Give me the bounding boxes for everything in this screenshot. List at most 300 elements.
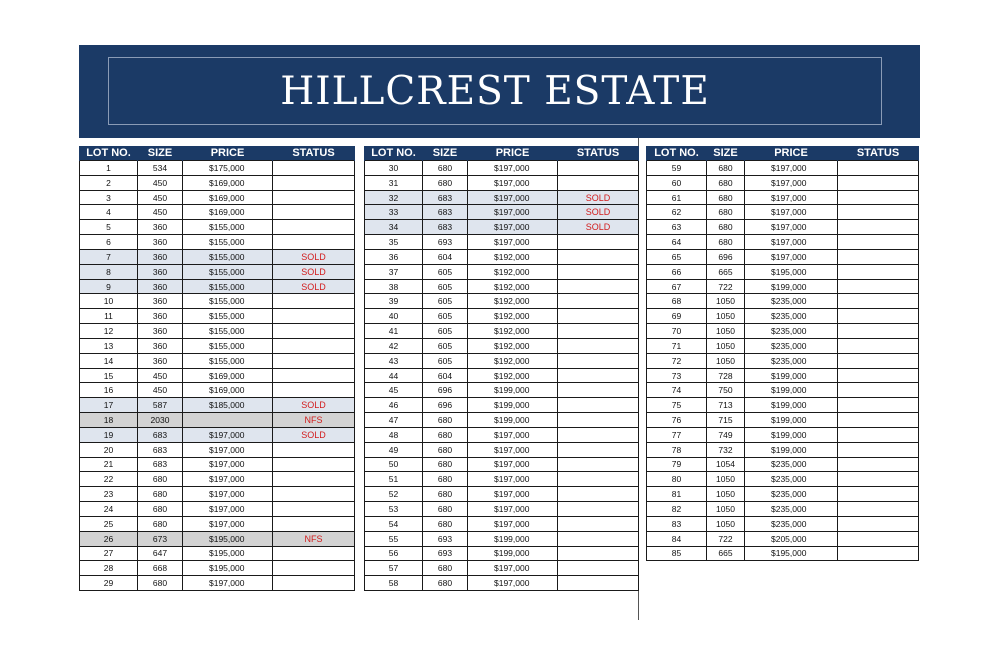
lot-no-cell: 9 xyxy=(80,279,138,294)
table-row xyxy=(80,502,355,517)
size-cell: 605 xyxy=(423,324,468,339)
status-cell xyxy=(558,368,639,383)
size-cell: 1050 xyxy=(707,502,745,517)
lot-no-cell: 38 xyxy=(365,279,423,294)
size-cell: 360 xyxy=(138,309,183,324)
status-cell xyxy=(838,531,919,546)
size-cell: 673 xyxy=(138,531,183,546)
size-cell: 2030 xyxy=(138,413,183,428)
price-cell: $155,000 xyxy=(183,338,273,353)
status-cell xyxy=(273,576,355,591)
table-row xyxy=(365,294,639,309)
lot-no-cell: 63 xyxy=(647,220,707,235)
status-cell xyxy=(558,294,639,309)
price-cell: $169,000 xyxy=(183,368,273,383)
size-cell: 360 xyxy=(138,249,183,264)
size-cell: 680 xyxy=(423,457,468,472)
status-cell xyxy=(838,175,919,190)
header-size: SIZE xyxy=(423,146,468,161)
status-cell xyxy=(273,309,355,324)
status-cell xyxy=(838,368,919,383)
lots-table-3 xyxy=(646,146,919,561)
price-cell: $199,000 xyxy=(745,427,838,442)
price-cell: $199,000 xyxy=(468,546,558,561)
price-cell: $175,000 xyxy=(183,161,273,176)
price-cell: $199,000 xyxy=(745,442,838,457)
status-cell xyxy=(558,249,639,264)
lot-no-cell: 60 xyxy=(647,175,707,190)
table-row xyxy=(365,472,639,487)
price-cell: $205,000 xyxy=(745,531,838,546)
status-cell xyxy=(838,457,919,472)
table-row xyxy=(647,161,919,176)
status-cell xyxy=(838,413,919,428)
size-cell: 680 xyxy=(707,175,745,190)
table-header xyxy=(647,146,919,161)
lot-no-cell: 84 xyxy=(647,531,707,546)
table-header xyxy=(365,146,639,161)
size-cell: 450 xyxy=(138,383,183,398)
lot-no-cell: 22 xyxy=(80,472,138,487)
size-cell: 605 xyxy=(423,309,468,324)
table-row xyxy=(80,294,355,309)
price-cell: $155,000 xyxy=(183,353,273,368)
size-cell: 683 xyxy=(138,457,183,472)
price-cell: $169,000 xyxy=(183,175,273,190)
table-row xyxy=(365,279,639,294)
lot-no-cell: 47 xyxy=(365,413,423,428)
size-cell: 647 xyxy=(138,546,183,561)
price-cell: $197,000 xyxy=(468,235,558,250)
table-row xyxy=(80,249,355,264)
status-cell xyxy=(838,398,919,413)
price-cell: $197,000 xyxy=(468,472,558,487)
table-row xyxy=(647,294,919,309)
price-cell: $197,000 xyxy=(183,487,273,502)
price-cell: $235,000 xyxy=(745,309,838,324)
lot-no-cell: 55 xyxy=(365,531,423,546)
table-row xyxy=(80,161,355,176)
table-row xyxy=(647,324,919,339)
price-cell: $192,000 xyxy=(468,294,558,309)
price-cell: $155,000 xyxy=(183,235,273,250)
table-row xyxy=(365,161,639,176)
table-row xyxy=(365,235,639,250)
size-cell: 683 xyxy=(138,427,183,442)
table-row xyxy=(80,516,355,531)
status-cell: SOLD xyxy=(558,205,639,220)
table-row xyxy=(365,457,639,472)
price-cell: $197,000 xyxy=(183,457,273,472)
status-cell: SOLD xyxy=(273,427,355,442)
lot-no-cell: 21 xyxy=(80,457,138,472)
price-cell: $197,000 xyxy=(183,576,273,591)
price-cell: $199,000 xyxy=(468,398,558,413)
lot-no-cell: 79 xyxy=(647,457,707,472)
table-row xyxy=(80,561,355,576)
status-cell xyxy=(273,502,355,517)
lot-no-cell: 85 xyxy=(647,546,707,561)
lot-no-cell: 4 xyxy=(80,205,138,220)
price-cell: $195,000 xyxy=(745,264,838,279)
size-cell: 683 xyxy=(138,442,183,457)
size-cell: 1050 xyxy=(707,353,745,368)
lot-no-cell: 62 xyxy=(647,205,707,220)
status-cell xyxy=(273,383,355,398)
table-body xyxy=(80,161,355,591)
table-row xyxy=(365,516,639,531)
table-row xyxy=(647,353,919,368)
lot-no-cell: 48 xyxy=(365,427,423,442)
lot-no-cell: 82 xyxy=(647,502,707,517)
price-cell: $197,000 xyxy=(745,249,838,264)
price-cell: $197,000 xyxy=(468,175,558,190)
lot-no-cell: 2 xyxy=(80,175,138,190)
lot-no-cell: 66 xyxy=(647,264,707,279)
size-cell: 693 xyxy=(423,546,468,561)
table-row xyxy=(647,309,919,324)
size-cell: 1050 xyxy=(707,516,745,531)
price-cell: $197,000 xyxy=(745,161,838,176)
status-cell: SOLD xyxy=(558,220,639,235)
lot-no-cell: 83 xyxy=(647,516,707,531)
table-row xyxy=(365,175,639,190)
price-cell: $185,000 xyxy=(183,398,273,413)
status-cell xyxy=(273,546,355,561)
price-cell: $192,000 xyxy=(468,309,558,324)
price-cell: $199,000 xyxy=(745,413,838,428)
table-row xyxy=(365,368,639,383)
status-cell xyxy=(838,190,919,205)
price-cell: $199,000 xyxy=(468,383,558,398)
size-cell: 749 xyxy=(707,427,745,442)
status-cell xyxy=(273,175,355,190)
lot-no-cell: 12 xyxy=(80,324,138,339)
lot-no-cell: 78 xyxy=(647,442,707,457)
status-cell xyxy=(273,516,355,531)
status-cell xyxy=(558,324,639,339)
lot-no-cell: 64 xyxy=(647,235,707,250)
header-price: PRICE xyxy=(183,146,273,161)
status-cell xyxy=(838,546,919,561)
size-cell: 696 xyxy=(423,398,468,413)
lot-no-cell: 69 xyxy=(647,309,707,324)
price-cell: $197,000 xyxy=(468,220,558,235)
price-cell: $155,000 xyxy=(183,279,273,294)
size-cell: 360 xyxy=(138,220,183,235)
price-cell: $197,000 xyxy=(468,516,558,531)
lot-no-cell: 72 xyxy=(647,353,707,368)
lot-no-cell: 44 xyxy=(365,368,423,383)
size-cell: 680 xyxy=(707,205,745,220)
table-row xyxy=(80,383,355,398)
table-row xyxy=(80,338,355,353)
header-status: STATUS xyxy=(558,146,639,161)
lot-no-cell: 30 xyxy=(365,161,423,176)
price-cell: $169,000 xyxy=(183,383,273,398)
lot-no-cell: 36 xyxy=(365,249,423,264)
lot-no-cell: 6 xyxy=(80,235,138,250)
table-row xyxy=(365,576,639,591)
table-row xyxy=(647,398,919,413)
lot-no-cell: 59 xyxy=(647,161,707,176)
size-cell: 360 xyxy=(138,353,183,368)
price-cell: $235,000 xyxy=(745,472,838,487)
status-cell xyxy=(558,442,639,457)
size-cell: 680 xyxy=(423,442,468,457)
status-cell xyxy=(838,161,919,176)
size-cell: 680 xyxy=(423,413,468,428)
price-cell: $197,000 xyxy=(183,502,273,517)
lot-no-cell: 53 xyxy=(365,502,423,517)
status-cell xyxy=(558,546,639,561)
status-cell xyxy=(838,309,919,324)
status-cell xyxy=(558,235,639,250)
status-cell xyxy=(558,309,639,324)
table-row xyxy=(647,235,919,250)
price-cell: $235,000 xyxy=(745,516,838,531)
size-cell: 713 xyxy=(707,398,745,413)
price-cell: $192,000 xyxy=(468,353,558,368)
lot-no-cell: 49 xyxy=(365,442,423,457)
lot-no-cell: 1 xyxy=(80,161,138,176)
table-row xyxy=(365,205,639,220)
status-cell xyxy=(838,205,919,220)
price-cell: $169,000 xyxy=(183,190,273,205)
price-cell: $235,000 xyxy=(745,502,838,517)
table-row xyxy=(365,324,639,339)
lot-no-cell: 10 xyxy=(80,294,138,309)
status-cell xyxy=(558,413,639,428)
status-cell xyxy=(273,368,355,383)
price-cell: $235,000 xyxy=(745,457,838,472)
status-cell xyxy=(273,220,355,235)
lot-no-cell: 17 xyxy=(80,398,138,413)
table-row xyxy=(80,175,355,190)
size-cell: 665 xyxy=(707,546,745,561)
lot-no-cell: 5 xyxy=(80,220,138,235)
size-cell: 604 xyxy=(423,249,468,264)
price-cell: $235,000 xyxy=(745,487,838,502)
header-price: PRICE xyxy=(468,146,558,161)
size-cell: 680 xyxy=(138,487,183,502)
price-cell: $195,000 xyxy=(183,531,273,546)
size-cell: 680 xyxy=(423,487,468,502)
size-cell: 1050 xyxy=(707,294,745,309)
price-cell: $155,000 xyxy=(183,309,273,324)
status-cell xyxy=(558,338,639,353)
size-cell: 750 xyxy=(707,383,745,398)
size-cell: 680 xyxy=(423,516,468,531)
lot-no-cell: 54 xyxy=(365,516,423,531)
size-cell: 587 xyxy=(138,398,183,413)
size-cell: 534 xyxy=(138,161,183,176)
price-cell: $197,000 xyxy=(745,205,838,220)
lot-no-cell: 23 xyxy=(80,487,138,502)
status-cell xyxy=(838,516,919,531)
status-cell xyxy=(273,338,355,353)
size-cell: 680 xyxy=(138,502,183,517)
status-cell xyxy=(273,235,355,250)
table-row xyxy=(365,353,639,368)
status-cell xyxy=(558,472,639,487)
table-row xyxy=(80,487,355,502)
lot-no-cell: 35 xyxy=(365,235,423,250)
status-cell xyxy=(838,427,919,442)
table-row xyxy=(365,546,639,561)
lot-no-cell: 20 xyxy=(80,442,138,457)
size-cell: 605 xyxy=(423,279,468,294)
lot-no-cell: 24 xyxy=(80,502,138,517)
table-row xyxy=(647,279,919,294)
title-banner xyxy=(79,45,920,138)
size-cell: 450 xyxy=(138,368,183,383)
status-cell xyxy=(558,353,639,368)
table-row xyxy=(647,442,919,457)
lot-no-cell: 56 xyxy=(365,546,423,561)
status-cell xyxy=(558,576,639,591)
status-cell xyxy=(273,457,355,472)
lot-no-cell: 14 xyxy=(80,353,138,368)
lot-no-cell: 27 xyxy=(80,546,138,561)
table-row xyxy=(647,190,919,205)
table-row xyxy=(647,220,919,235)
status-cell xyxy=(558,561,639,576)
size-cell: 360 xyxy=(138,324,183,339)
size-cell: 360 xyxy=(138,279,183,294)
size-cell: 680 xyxy=(423,175,468,190)
lot-no-cell: 68 xyxy=(647,294,707,309)
status-cell xyxy=(838,502,919,517)
size-cell: 605 xyxy=(423,338,468,353)
price-cell: $197,000 xyxy=(183,472,273,487)
price-cell: $197,000 xyxy=(183,442,273,457)
lot-no-cell: 39 xyxy=(365,294,423,309)
table-row xyxy=(365,249,639,264)
size-cell: 680 xyxy=(423,427,468,442)
price-cell: $235,000 xyxy=(745,294,838,309)
table-row xyxy=(365,442,639,457)
table-row xyxy=(365,487,639,502)
lot-no-cell: 13 xyxy=(80,338,138,353)
size-cell: 680 xyxy=(423,472,468,487)
size-cell: 360 xyxy=(138,264,183,279)
table-row xyxy=(80,413,355,428)
size-cell: 680 xyxy=(423,576,468,591)
price-cell: $199,000 xyxy=(745,368,838,383)
header-lot-no: LOT NO. xyxy=(80,146,138,161)
table-row xyxy=(365,427,639,442)
size-cell: 680 xyxy=(707,161,745,176)
table-row xyxy=(80,576,355,591)
lot-no-cell: 33 xyxy=(365,205,423,220)
status-cell xyxy=(838,235,919,250)
status-cell xyxy=(273,442,355,457)
table-row xyxy=(647,472,919,487)
size-cell: 450 xyxy=(138,175,183,190)
lot-no-cell: 77 xyxy=(647,427,707,442)
status-cell xyxy=(838,324,919,339)
size-cell: 605 xyxy=(423,264,468,279)
status-cell xyxy=(838,249,919,264)
size-cell: 696 xyxy=(423,383,468,398)
status-cell xyxy=(273,561,355,576)
lot-no-cell: 41 xyxy=(365,324,423,339)
price-cell: $197,000 xyxy=(468,561,558,576)
status-cell xyxy=(838,487,919,502)
status-cell: SOLD xyxy=(273,398,355,413)
status-cell xyxy=(273,324,355,339)
size-cell: 722 xyxy=(707,279,745,294)
lot-no-cell: 74 xyxy=(647,383,707,398)
size-cell: 693 xyxy=(423,235,468,250)
table-row xyxy=(80,546,355,561)
size-cell: 665 xyxy=(707,264,745,279)
size-cell: 605 xyxy=(423,353,468,368)
status-cell xyxy=(273,294,355,309)
table-row xyxy=(647,205,919,220)
lots-table-1 xyxy=(79,146,355,591)
size-cell: 680 xyxy=(707,190,745,205)
size-cell: 360 xyxy=(138,338,183,353)
table-row xyxy=(647,175,919,190)
lot-no-cell: 42 xyxy=(365,338,423,353)
lot-no-cell: 19 xyxy=(80,427,138,442)
price-cell: $192,000 xyxy=(468,279,558,294)
size-cell: 696 xyxy=(707,249,745,264)
header-lot-no: LOT NO. xyxy=(365,146,423,161)
table-row xyxy=(80,279,355,294)
lot-no-cell: 28 xyxy=(80,561,138,576)
status-cell: SOLD xyxy=(273,279,355,294)
lot-no-cell: 16 xyxy=(80,383,138,398)
table-row xyxy=(80,264,355,279)
price-cell: $199,000 xyxy=(745,383,838,398)
status-cell xyxy=(558,161,639,176)
table-header xyxy=(80,146,355,161)
price-cell: $192,000 xyxy=(468,368,558,383)
price-cell: $155,000 xyxy=(183,220,273,235)
status-cell: SOLD xyxy=(273,264,355,279)
status-cell xyxy=(838,264,919,279)
size-cell: 604 xyxy=(423,368,468,383)
table-row xyxy=(80,472,355,487)
status-cell xyxy=(558,175,639,190)
page-title: HILLCREST ESTATE xyxy=(280,68,710,114)
lot-no-cell: 52 xyxy=(365,487,423,502)
status-cell xyxy=(273,353,355,368)
lot-no-cell: 40 xyxy=(365,309,423,324)
status-cell xyxy=(558,383,639,398)
price-cell: $197,000 xyxy=(468,161,558,176)
lot-no-cell: 29 xyxy=(80,576,138,591)
table-row xyxy=(647,487,919,502)
table-body xyxy=(365,161,639,591)
table-row xyxy=(365,398,639,413)
price-cell: $197,000 xyxy=(468,190,558,205)
table-row xyxy=(647,413,919,428)
lot-no-cell: 37 xyxy=(365,264,423,279)
table-row xyxy=(80,442,355,457)
price-cell: $197,000 xyxy=(468,427,558,442)
table-row xyxy=(80,457,355,472)
header-status: STATUS xyxy=(273,146,355,161)
status-cell xyxy=(558,264,639,279)
lot-no-cell: 46 xyxy=(365,398,423,413)
header-size: SIZE xyxy=(707,146,745,161)
price-cell: $197,000 xyxy=(183,427,273,442)
price-cell: $155,000 xyxy=(183,324,273,339)
